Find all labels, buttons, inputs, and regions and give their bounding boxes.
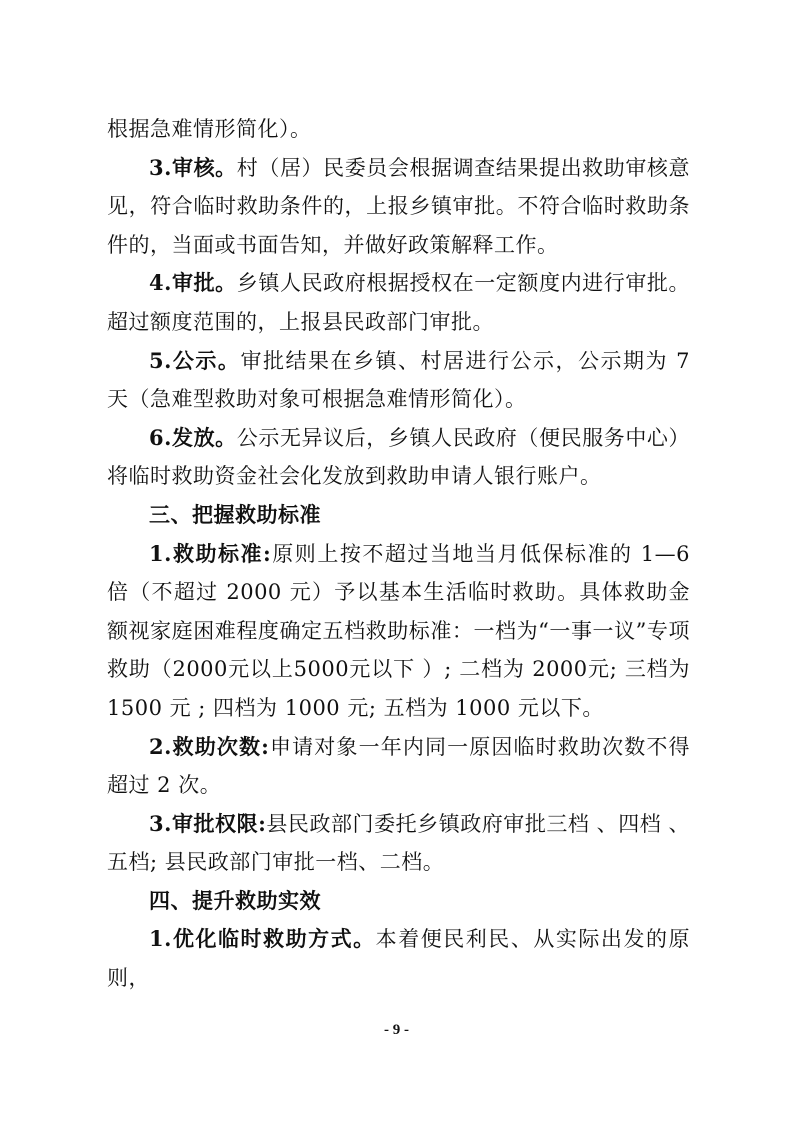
body-text [107,110,690,998]
continuation-paragraph: 根据急难情形简化）。 [107,117,312,141]
step-payment-text: 公示无异议后，乡镇人民政府（便民服务中心）将临时救助资金社会化发放到救助申请人银行账户。 [107,425,690,489]
page-number: - 9 - [384,1022,409,1038]
aid-standard-paragraph [107,535,690,728]
optimize-method-lead: 1.优化临时救助方式。 [149,926,376,952]
step-approval-paragraph [107,264,690,341]
step-publicity-lead: 5.公示。 [149,347,241,373]
aid-frequency-text: 申请对象一年内同一原因临时救助次数不得超过 2 次。 [107,734,690,798]
aid-standard-text: 原则上按不超过当地当月低保标准的 1—6 倍（不超过 2000 元）予以基本生活临时救助。具体救助金额视家庭困难程度确定五档救助标准：一档为“一事一议”专项救助（2000元以上5000元以下 ）; 二档为 2000元; 三档为 1500 元 ; 四档为 1000 元; 五档为 1000 元以下。 [107,541,690,720]
aid-standard-lead: 1.救助标准: [149,540,272,566]
step-review-paragraph [107,149,690,265]
aid-frequency-paragraph [107,728,690,805]
aid-frequency-lead: 2.救助次数: [149,733,270,759]
optimize-method-paragraph [107,920,690,997]
step-approval-text: 乡镇人民政府根据授权在一定额度内进行审批。超过额度范围的，上报县民政部门审批。 [107,271,690,334]
approval-authority-lead: 3.审批权限: [149,810,267,836]
step-publicity-text: 审批结果在乡镇、村居进行公示，公示期为 7 天（急难型救助对象可根据急难情形简化）。 [107,348,690,412]
approval-authority-text: 县民政部门委托乡镇政府审批三档 、四档 、五档; 县民政部门审批一档、二档。 [107,811,690,875]
step-review-text: 村（居）民委员会根据调查结果提出救助审核意见，符合临时救助条件的，上报乡镇审批。不符合临时救助条件的，当面或书面告知，并做好政策解释工作。 [107,155,690,257]
step-payment-paragraph [107,419,690,496]
approval-authority-paragraph [107,805,690,882]
section-four-heading: 四、提升救助实效 [149,888,321,913]
step-publicity-paragraph [107,342,690,419]
step-payment-lead: 6.发放。 [149,424,237,450]
step-review-lead: 3.审核。 [149,154,237,180]
section-three-heading: 三、把握救助标准 [149,502,321,527]
step-approval-lead: 4.审批。 [149,270,237,296]
optimize-method-text: 本着便民利民、从实际出发的原则， [107,927,690,991]
